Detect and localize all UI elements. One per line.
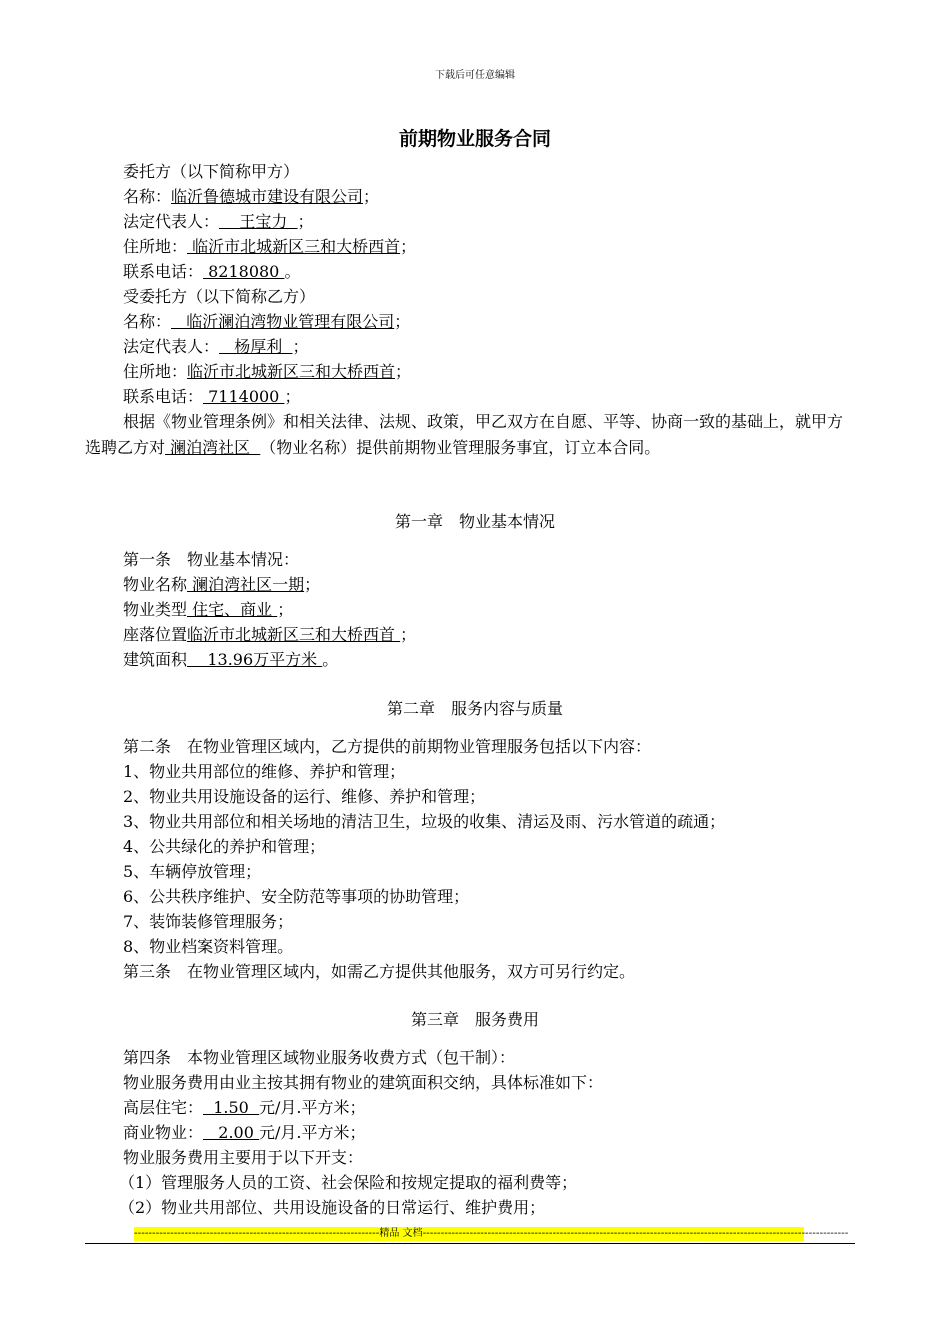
property-type-label: 物业类型 (123, 600, 188, 619)
party-a-addr-label: 住所地： (123, 237, 188, 256)
party-a-addr-line (123, 237, 416, 257)
party-b-phone-label: 联系电话： (123, 387, 204, 406)
party-a-heading: 委托方（以下简称甲方） (123, 162, 300, 181)
party-a-addr-value: 临沂市北城新区三和大桥西首 (187, 237, 401, 256)
party-b-rep-value: 杨厚利 (219, 337, 293, 356)
service-item: 7、装饰装修管理服务； (123, 912, 294, 931)
header-note: 下载后可任意编辑 (435, 70, 515, 81)
intro-text: （物业名称）提供前期物业管理服务事宜，订立本合同。 (260, 438, 661, 457)
party-b-name-label: 名称： (123, 312, 172, 331)
property-area-line (123, 650, 338, 670)
property-name-value: 澜泊湾社区一期 (187, 575, 305, 594)
intro-paragraph (85, 409, 857, 461)
punct: ； (277, 600, 294, 619)
punct: ； (394, 312, 411, 331)
property-location-line (123, 625, 416, 645)
service-item: 2、物业共用设施设备的运行、维修、养护和管理； (123, 787, 486, 806)
party-b-addr-value: 临沂市北城新区三和大桥西首 (187, 362, 396, 381)
punct: ； (363, 187, 380, 206)
service-item: 3、物业共用部位和相关场地的清洁卫生，垃圾的收集、清运及雨、污水管道的疏通； (123, 812, 726, 831)
article-1: 第一条 物业基本情况： (123, 550, 300, 569)
footer-dashes: ---------------------------------------------------------------------------------------------------------------------- (422, 1228, 849, 1239)
fee-intro: 物业服务费用由业主按其拥有物业的建筑面积交纳，具体标准如下： (123, 1073, 604, 1092)
usage-item: （2）物业共用部位、共用设施设备的日常运行、维护费用； (119, 1198, 546, 1217)
document-title: 前期物业服务合同 (398, 128, 551, 150)
property-type-line (123, 600, 293, 620)
party-a-rep-line (123, 212, 314, 232)
fee-high-rise-label: 高层住宅： (123, 1098, 204, 1117)
party-b-phone-value: 7114000 (203, 387, 285, 406)
party-a-rep-label: 法定代表人： (123, 212, 220, 231)
party-b-addr-label: 住所地： (123, 362, 188, 381)
punct: ； (297, 212, 314, 231)
service-item: 6、公共秩序维护、安全防范等事项的协助管理； (123, 887, 470, 906)
party-b-heading: 受委托方（以下简称乙方） (123, 287, 316, 306)
punct: ； (395, 362, 412, 381)
footer-banner (134, 1227, 849, 1241)
punct: ； (400, 625, 417, 644)
service-item: 8、物业档案资料管理。 (123, 937, 294, 956)
usage-item: （1）管理服务人员的工资、社会保险和按规定提取的福利费等； (119, 1173, 578, 1192)
fee-unit: 元/月.平方米； (258, 1098, 366, 1117)
fee-unit: 元/月.平方米； (258, 1123, 366, 1142)
intro-text: 根据《物业管理条例》和相关法律、法规、政策，甲乙双方在自愿、平等、协商一致的基础上，就甲方选聘乙方对 (85, 412, 844, 457)
party-b-rep-label: 法定代表人： (123, 337, 220, 356)
party-b-name-line (123, 312, 410, 332)
service-item: 4、公共绿化的养护和管理； (123, 837, 326, 856)
usage-intro: 物业服务费用主要用于以下开支： (123, 1148, 364, 1167)
punct: ； (292, 337, 309, 356)
community-name: 澜泊湾社区 (165, 438, 261, 457)
article-4: 第四条 本物业管理区域物业服务收费方式（包干制）： (123, 1048, 516, 1067)
service-item: 5、车辆停放管理； (123, 862, 262, 881)
party-a-phone-label: 联系电话： (123, 262, 204, 281)
chapter-3-title: 第三章 服务费用 (410, 1010, 539, 1029)
property-type-value: 住宅、商业 (187, 600, 278, 619)
party-b-addr-line (123, 362, 411, 382)
article-3: 第三条 在物业管理区域内，如需乙方提供其他服务，双方可另行约定。 (123, 962, 636, 981)
fee-commercial-line (123, 1123, 365, 1143)
property-name-label: 物业名称 (123, 575, 188, 594)
footer-label: 精品 文档 (379, 1228, 423, 1239)
fee-high-rise-value: 1.50 (203, 1098, 259, 1117)
footer-rule (85, 1243, 855, 1244)
property-area-value: 13.96万平方米 (187, 650, 323, 669)
footer-dashes: -------------------------------------------------------------------- (134, 1228, 380, 1239)
punct: ； (284, 387, 301, 406)
property-location-value: 临沂市北城新区三和大桥西首 (187, 625, 401, 644)
party-b-name-value: 临沂澜泊湾物业管理有限公司 (171, 312, 395, 331)
chapter-1-title: 第一章 物业基本情况 (394, 512, 555, 531)
fee-commercial-value: 2.00 (203, 1123, 259, 1142)
fee-high-rise-line (123, 1098, 365, 1118)
chapter-2-title: 第二章 服务内容与质量 (386, 699, 563, 718)
party-a-name-line (123, 187, 379, 207)
party-a-name-value: 临沂鲁德城市建设有限公司 (171, 187, 364, 206)
party-a-name-label: 名称： (123, 187, 172, 206)
punct: ； (400, 237, 417, 256)
party-a-phone-value: 8218080 (203, 262, 285, 281)
party-b-rep-line (123, 337, 308, 357)
punct: ； (304, 575, 321, 594)
fee-commercial-label: 商业物业： (123, 1123, 204, 1142)
punct: 。 (284, 262, 301, 281)
article-2: 第二条 在物业管理区域内，乙方提供的前期物业管理服务包括以下内容： (123, 737, 652, 756)
service-item: 1、物业共用部位的维修、养护和管理； (123, 762, 406, 781)
punct: 。 (322, 650, 339, 669)
property-name-line (123, 575, 320, 595)
party-b-phone-line (123, 387, 300, 407)
party-a-phone-line (123, 262, 300, 282)
party-a-rep-value: 王宝力 (219, 212, 298, 231)
property-location-label: 座落位置 (123, 625, 188, 644)
property-area-label: 建筑面积 (123, 650, 188, 669)
